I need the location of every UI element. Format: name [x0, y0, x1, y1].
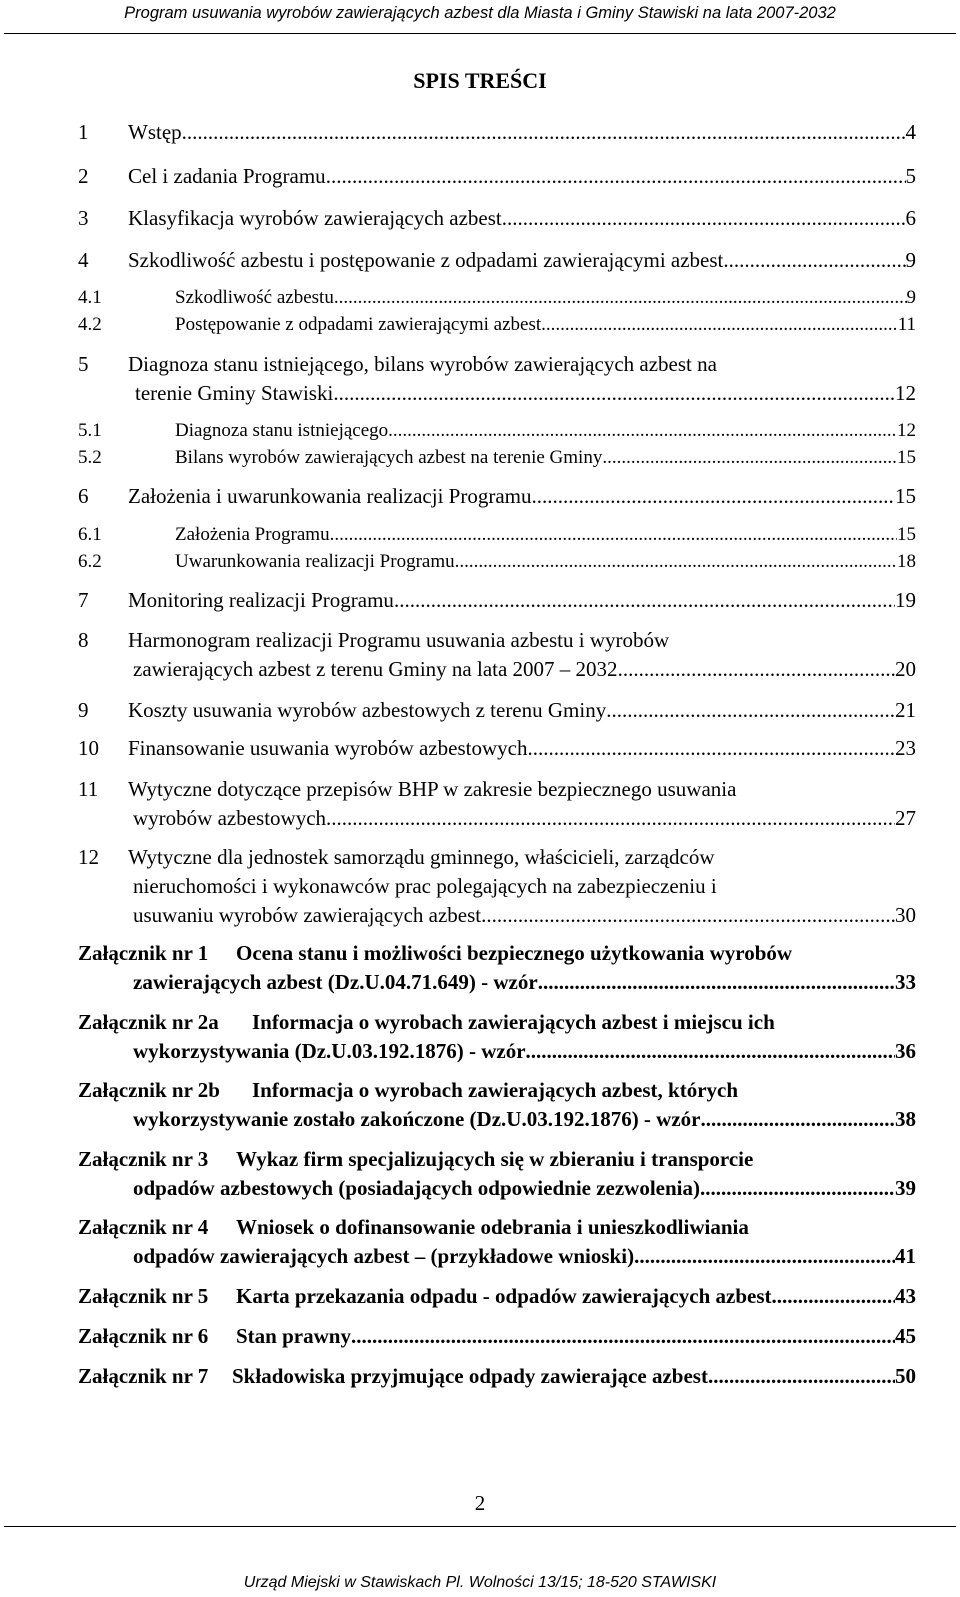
toc-entry-page: 20 — [895, 657, 916, 681]
toc-entry-number: 10 — [78, 736, 99, 760]
toc-entry-text: terenie Gminy Stawiski — [135, 381, 334, 405]
header-title: Program usuwania wyrobów zawierających azbest dla Miasta i Gminy Stawiski na lata 2007-2032 — [124, 4, 836, 22]
toc-entry-number: Załącznik nr 2a — [78, 1010, 219, 1034]
toc-entry-text: Ocena stanu i możliwości bezpiecznego użytkowania wyrobów — [236, 941, 793, 965]
dot-leader — [394, 586, 895, 615]
toc-entry-line — [78, 1362, 916, 1391]
toc-entry[interactable] — [78, 284, 916, 311]
dot-leader — [526, 1037, 895, 1066]
toc-entry-text: Stan prawny — [236, 1324, 351, 1348]
toc-entry-number: 3 — [78, 206, 89, 230]
toc-entry[interactable] — [78, 246, 916, 275]
toc-entry-number: Załącznik nr 4 — [78, 1215, 209, 1239]
footer-rule — [4, 1526, 956, 1527]
toc-entry-number: 9 — [78, 698, 89, 722]
dot-leader — [700, 1174, 895, 1203]
toc-entry-text: Założenia i uwarunkowania realizacji Programu — [128, 484, 532, 508]
dot-leader — [634, 1242, 895, 1271]
toc-entry-line — [78, 775, 916, 804]
toc-entry-number: 6.2 — [78, 551, 102, 572]
toc-entry[interactable] — [78, 1282, 916, 1311]
toc-entry[interactable] — [78, 775, 916, 833]
toc-entry-number: Załącznik nr 6 — [78, 1324, 209, 1348]
toc-entry-line — [78, 804, 916, 833]
dot-leader — [388, 417, 897, 444]
toc-entry-page: 36 — [895, 1039, 916, 1063]
toc-entry-line — [78, 1037, 916, 1066]
toc-entry-line — [78, 521, 916, 548]
toc-entry-page: 43 — [895, 1284, 916, 1308]
dot-leader — [326, 162, 906, 191]
dot-leader — [182, 118, 906, 147]
toc-entry-number: 11 — [78, 777, 99, 801]
toc-entry-line — [78, 350, 916, 379]
toc-entry[interactable] — [78, 444, 916, 471]
toc-entry-number: 1 — [78, 120, 89, 144]
toc-entry-line — [78, 1282, 916, 1311]
toc-entry-text: Wykaz firm specjalizujących się w zbieraniu i transporcie — [236, 1147, 754, 1171]
toc-entry-page: 19 — [895, 588, 916, 612]
dot-leader — [334, 284, 907, 311]
toc-entry-page: 4 — [905, 120, 916, 144]
toc-entry-text: Postępowanie z odpadami zawierającymi azbest — [175, 314, 542, 335]
toc-entry-text: Informacja o wyrobach zawierających azbest, których — [252, 1078, 739, 1102]
toc-entry[interactable] — [78, 118, 916, 147]
toc-entry-line — [78, 872, 916, 901]
dot-leader — [351, 1322, 895, 1351]
toc-entry[interactable] — [78, 204, 916, 233]
toc-entry-line — [78, 162, 916, 191]
toc-entry-text: usuwaniu wyrobów zawierających azbest — [133, 903, 482, 927]
toc-entry-text: Informacja o wyrobach zawierających azbest i miejscu ich — [252, 1010, 775, 1034]
toc-entry-page: 12 — [897, 420, 916, 441]
dot-leader — [602, 444, 897, 471]
dot-leader — [330, 521, 897, 548]
toc-entry-page: 15 — [895, 484, 916, 508]
toc-entry-line — [78, 734, 916, 763]
toc-entry[interactable] — [78, 1362, 916, 1391]
toc-entry[interactable] — [78, 1145, 916, 1203]
toc-entry-text: Harmonogram realizacji Programu usuwania azbestu i wyrobów — [128, 628, 670, 652]
toc-entry-text: odpadów zawierających azbest – (przykładowe wnioski) — [133, 1244, 635, 1268]
toc-entry-page: 23 — [895, 736, 916, 760]
dot-leader — [606, 696, 895, 725]
toc-entry-text: Finansowanie usuwania wyrobów azbestowych — [128, 736, 528, 760]
toc-entry-page: 38 — [895, 1107, 916, 1131]
toc-entry-number: Załącznik nr 3 — [78, 1147, 209, 1171]
toc-entry-text: zawierających azbest z terenu Gminy na lata 2007 – 2032 — [133, 657, 618, 681]
toc-entry-text: Karta przekazania odpadu - odpadów zawierających azbest — [236, 1284, 772, 1308]
toc-entry-text: wyrobów azbestowych — [133, 806, 327, 830]
toc-entry-page: 50 — [895, 1364, 916, 1388]
toc-entry[interactable] — [78, 1076, 916, 1134]
dot-leader — [771, 1282, 895, 1311]
toc-entry-line — [78, 1105, 916, 1134]
toc-entry-text: zawierających azbest (Dz.U.04.71.649) - wzór — [133, 970, 538, 994]
toc-entry-line — [78, 696, 916, 725]
toc-entry-text: Szkodliwość azbestu i postępowanie z odpadami zawierającymi azbest — [128, 248, 724, 272]
toc-entry[interactable] — [78, 548, 916, 575]
toc-entry-page: 30 — [895, 903, 916, 927]
toc-entry-line — [78, 1076, 916, 1105]
toc-entry[interactable] — [78, 843, 916, 930]
toc-entry-line — [78, 311, 916, 338]
toc-entry-page: 9 — [905, 248, 916, 272]
toc-entry-text: Wytyczne dotyczące przepisów BHP w zakresie bezpiecznego usuwania — [128, 777, 737, 801]
toc-entry[interactable] — [78, 417, 916, 444]
toc-entry[interactable] — [78, 482, 916, 511]
toc-entry-page: 15 — [897, 524, 916, 545]
toc-entry-page: 21 — [895, 698, 916, 722]
toc-entry-text: Szkodliwość azbestu — [175, 287, 334, 308]
toc-entry-number: 6 — [78, 484, 89, 508]
toc-entry-page: 9 — [906, 287, 916, 308]
toc-entry-page: 45 — [895, 1324, 916, 1348]
toc-entry-line — [78, 417, 916, 444]
toc-entry-text: Diagnoza stanu istniejącego, bilans wyrobów zawierających azbest na — [128, 352, 717, 376]
toc-entry[interactable] — [78, 1322, 916, 1351]
toc-entry-line — [78, 1174, 916, 1203]
toc-entry-text: Monitoring realizacji Programu — [128, 588, 394, 612]
dot-leader — [455, 548, 897, 575]
toc-entry-text: Wstęp — [128, 120, 182, 144]
toc-entry-text: Koszty usuwania wyrobów azbestowych z terenu Gminy — [128, 698, 607, 722]
toc-entry-line — [78, 444, 916, 471]
dot-leader — [333, 379, 895, 408]
toc-entry-number: Załącznik nr 5 — [78, 1284, 209, 1308]
toc-entry-number: 4 — [78, 248, 89, 272]
toc-entry-number: 4.2 — [78, 314, 102, 335]
toc-entry-text: Uwarunkowania realizacji Programu — [175, 551, 455, 572]
toc-entry-page: 27 — [895, 806, 916, 830]
dot-leader — [723, 246, 905, 275]
dot-leader — [700, 1105, 895, 1134]
toc-entry-line — [78, 1242, 916, 1271]
toc-entry-page: 6 — [905, 206, 916, 230]
toc-entry-number: 8 — [78, 628, 89, 652]
footer-address: Urząd Miejski w Stawiskach Pl. Wolności 13/15; 18-520 STAWISKI — [243, 1574, 717, 1591]
toc-entry-number: 2 — [78, 164, 89, 188]
toc-entry-number: 5.2 — [78, 447, 102, 468]
toc-entry-text: wykorzystywanie zostało zakończone (Dz.U.03.192.1876) - wzór — [133, 1107, 701, 1131]
toc-entry-line — [78, 586, 916, 615]
dot-leader — [528, 734, 896, 763]
toc-entry-line — [78, 482, 916, 511]
dot-leader — [708, 1362, 895, 1391]
toc-entry[interactable] — [78, 1008, 916, 1066]
toc-entry-number: 5.1 — [78, 420, 102, 441]
toc-entry-text: wykorzystywania (Dz.U.03.192.1876) - wzór — [133, 1039, 526, 1063]
toc-entry-text: Wytyczne dla jednostek samorządu gminnego, właścicieli, zarządców — [128, 845, 715, 869]
toc-entry[interactable] — [78, 696, 916, 725]
toc-entry-line — [78, 284, 916, 311]
dot-leader — [618, 655, 895, 684]
toc-entry-text: Założenia Programu — [175, 524, 330, 545]
dot-leader — [502, 204, 906, 233]
toc-entry-page: 5 — [905, 164, 916, 188]
toc-entry[interactable] — [78, 626, 916, 684]
dot-leader — [326, 804, 895, 833]
toc-entry-page: 11 — [897, 314, 916, 335]
toc-entry[interactable] — [78, 734, 916, 763]
dot-leader — [481, 901, 895, 930]
toc-entry[interactable] — [78, 162, 916, 191]
toc-entry-number: 5 — [78, 352, 89, 376]
toc-entry-page: 18 — [897, 551, 916, 572]
toc-entry-text: Cel i zadania Programu — [128, 164, 326, 188]
toc-entry[interactable] — [78, 586, 916, 615]
toc-entry-line — [78, 548, 916, 575]
toc-entry-page: 15 — [897, 447, 916, 468]
toc-entry-number: Załącznik nr 2b — [78, 1078, 220, 1102]
toc-entry-number: 12 — [78, 845, 99, 869]
toc-entry-page: 33 — [895, 970, 916, 994]
toc-entry-line — [78, 843, 916, 872]
toc-entry-number: Załącznik nr 7 — [78, 1364, 209, 1388]
toc-entry-line — [78, 1145, 916, 1174]
toc-entry-text: odpadów azbestowych (posiadających odpowiednie zezwolenia) — [133, 1176, 701, 1200]
toc-entry[interactable] — [78, 1213, 916, 1271]
page-number: 2 — [474, 1491, 486, 1515]
toc-entry-text: Klasyfikacja wyrobów zawierających azbest — [128, 206, 502, 230]
dot-leader — [538, 968, 895, 997]
toc-entry-text: Składowiska przyjmujące odpady zawierające azbest — [232, 1364, 708, 1388]
dot-leader — [532, 482, 896, 511]
toc-entry-number: 7 — [78, 588, 89, 612]
toc-entry-number: Załącznik nr 1 — [78, 941, 209, 965]
toc-entry[interactable] — [78, 521, 916, 548]
toc-entry-text: nieruchomości i wykonawców prac polegających na zabezpieczeniu i — [133, 874, 717, 898]
toc-title: SPIS TREŚCI — [413, 68, 547, 93]
toc-entry-line — [78, 939, 916, 968]
toc-entry[interactable] — [78, 350, 916, 408]
toc-entry-line — [78, 379, 916, 408]
toc-entry-page: 41 — [895, 1244, 916, 1268]
toc-entry-line — [78, 204, 916, 233]
toc-entry-number: 4.1 — [78, 287, 102, 308]
toc-entry-line — [78, 655, 916, 684]
toc-entry[interactable] — [78, 939, 916, 997]
toc-entry-line — [78, 1322, 916, 1351]
toc-entry-text: Diagnoza stanu istniejącego — [175, 420, 389, 441]
toc-entry-line — [78, 968, 916, 997]
toc-entry-page: 39 — [895, 1176, 916, 1200]
dot-leader — [541, 311, 898, 338]
toc-entry-text: Bilans wyrobów zawierających azbest na terenie Gminy — [175, 447, 603, 468]
toc-entry-line — [78, 626, 916, 655]
toc-entry[interactable] — [78, 311, 916, 338]
toc-entry-line — [78, 901, 916, 930]
toc-entry-text: Wniosek o dofinansowanie odebrania i unieszkodliwiania — [236, 1215, 749, 1239]
toc-entry-line — [78, 1213, 916, 1242]
toc-entry-page: 12 — [895, 381, 916, 405]
toc-entry-line — [78, 246, 916, 275]
toc-entry-line — [78, 1008, 916, 1037]
toc-entry-line — [78, 118, 916, 147]
toc-entry-number: 6.1 — [78, 524, 102, 545]
